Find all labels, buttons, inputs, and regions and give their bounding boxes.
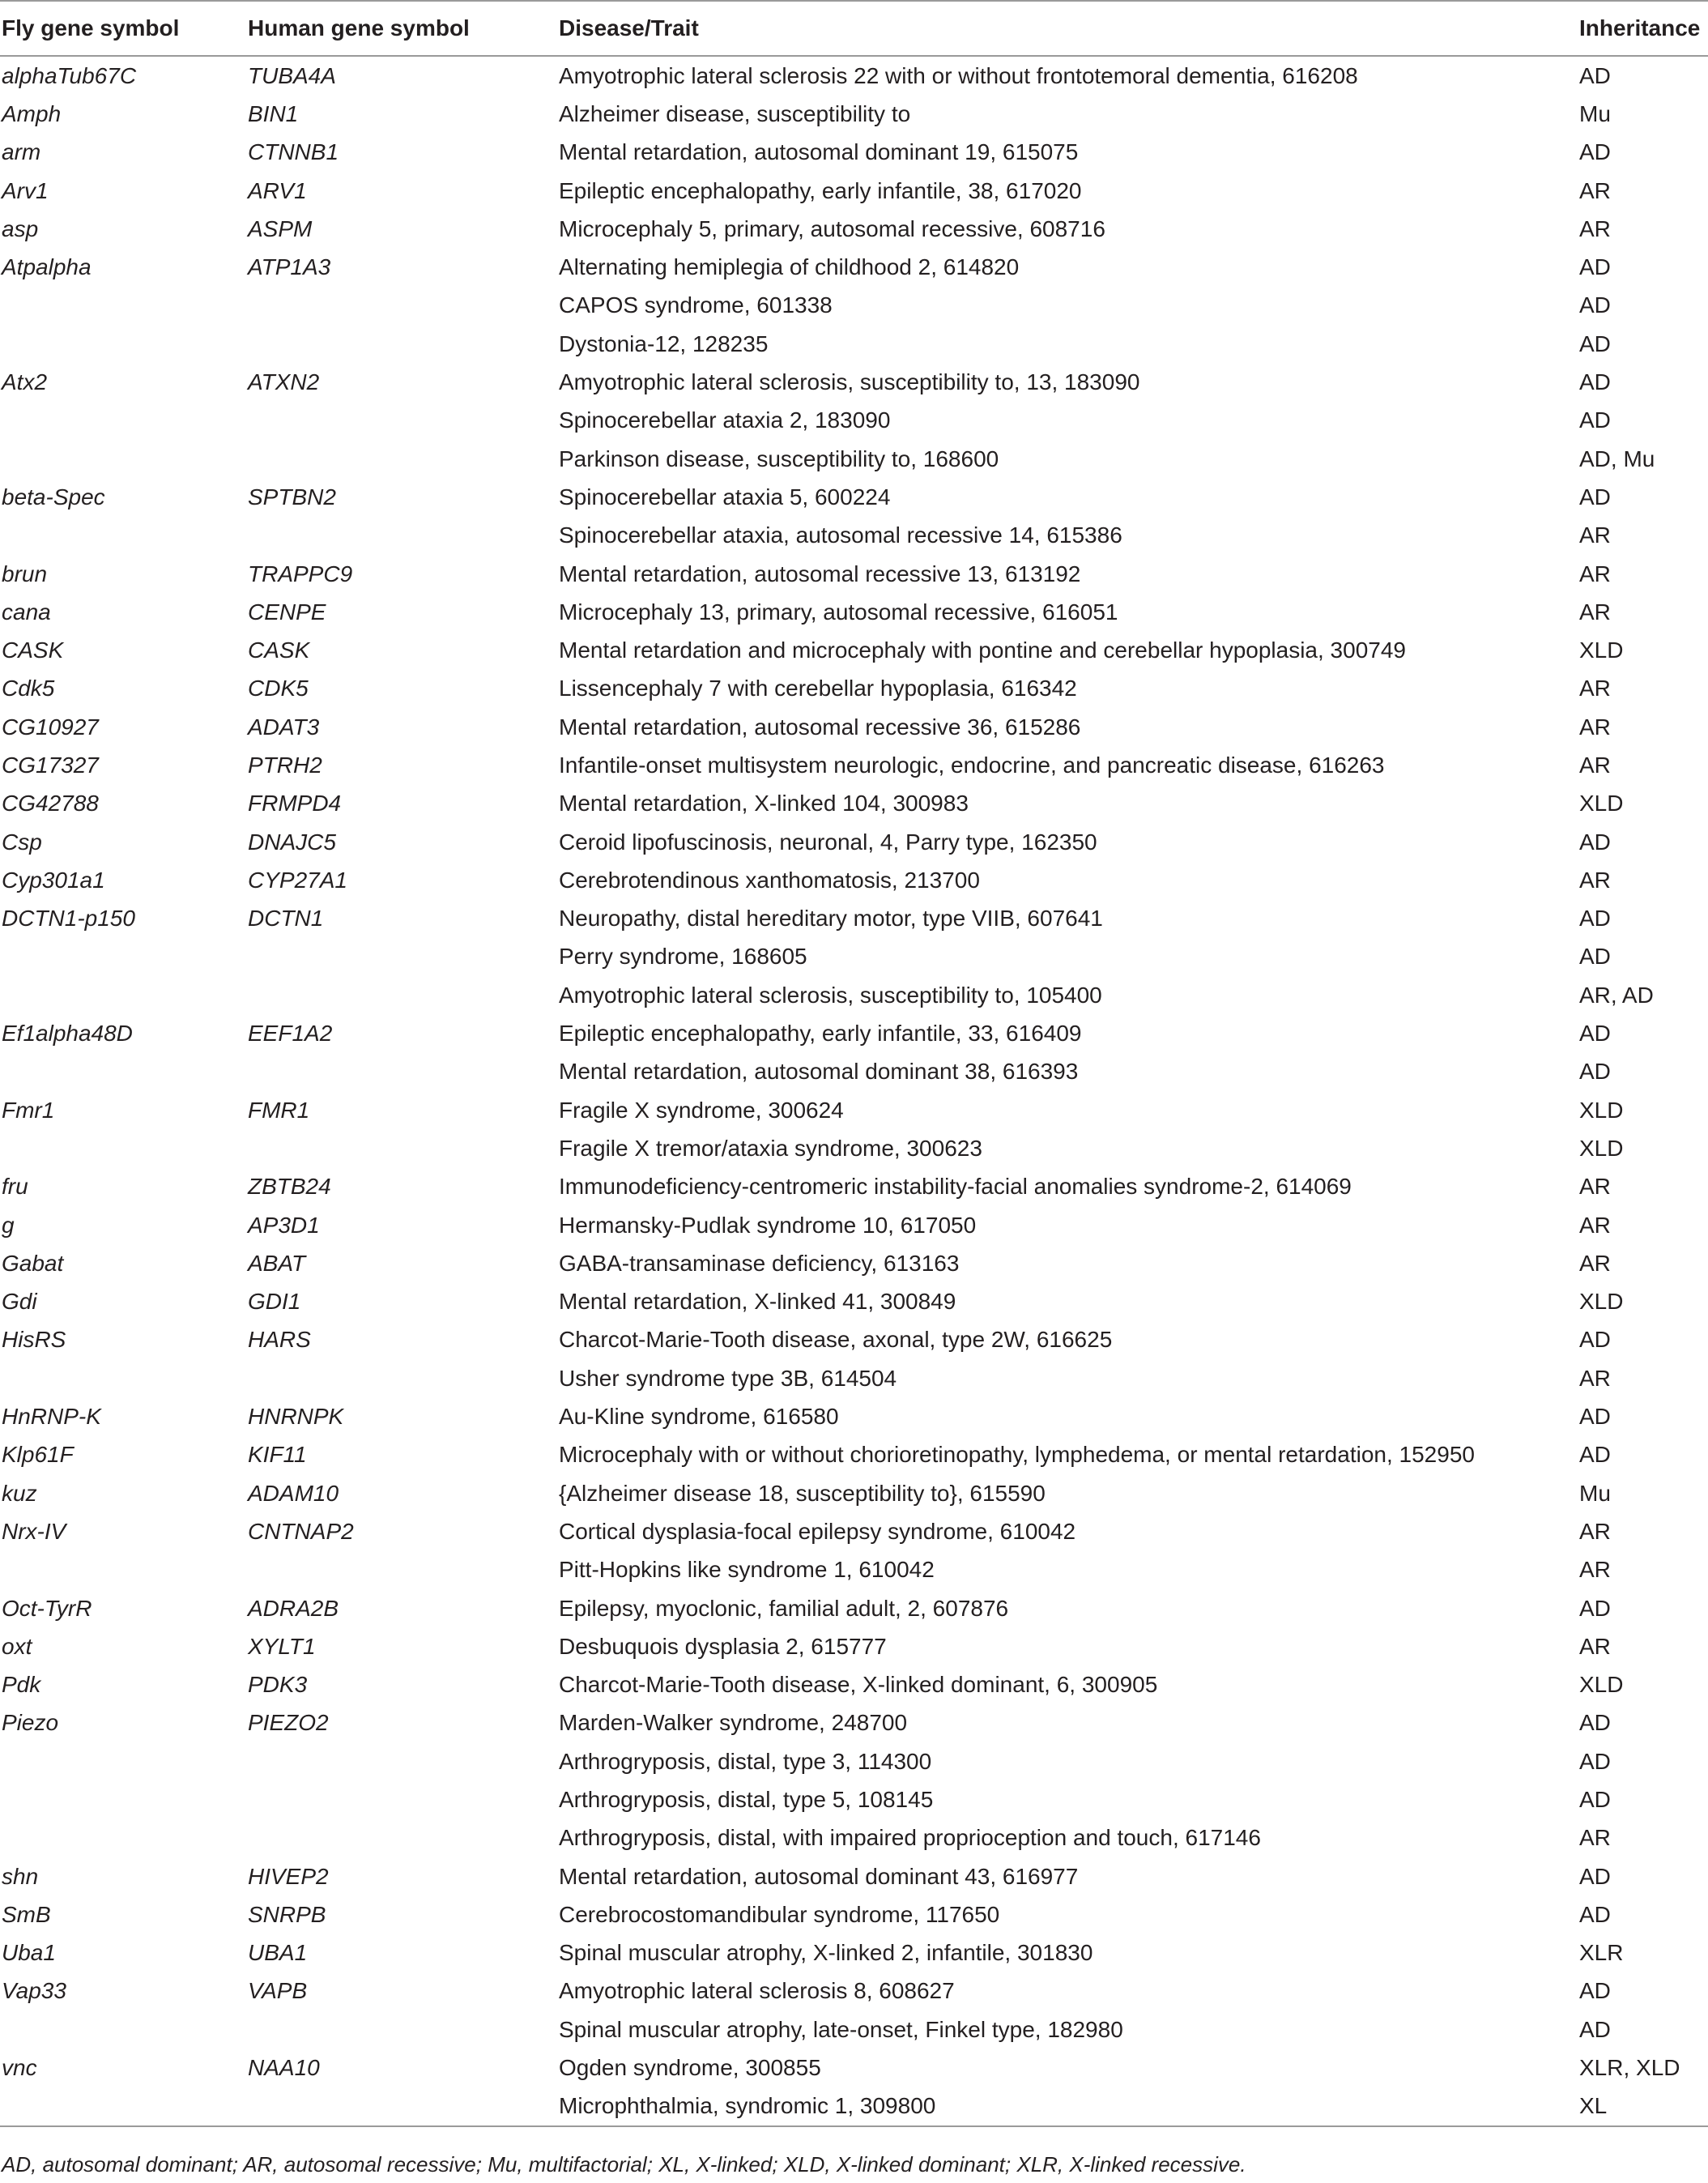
inheritance-cell: AD: [1579, 1059, 1611, 1085]
inheritance-cell: AD: [1579, 139, 1611, 165]
disease-trait-cell: Spinal muscular atrophy, X-linked 2, infantile, 301830: [559, 1940, 1093, 1966]
table-row: [0, 1665, 1708, 1703]
human-gene-cell: KIF11: [248, 1442, 307, 1468]
human-gene-cell: [246, 1742, 557, 1780]
fly-gene-cell: [0, 1819, 246, 1857]
disease-trait-cell: Epilepsy, myoclonic, familial adult, 2, 607876: [559, 1595, 1009, 1621]
inheritance-cell: AR: [1579, 177, 1611, 203]
inheritance-cell: AR: [1579, 1557, 1611, 1583]
human-gene-cell: [246, 325, 557, 363]
inheritance-cell: XLD: [1579, 1672, 1624, 1698]
fly-gene-cell: CASK: [2, 637, 64, 663]
inheritance-cell: XL: [1578, 2087, 1708, 2126]
disease-trait-cell: Perry syndrome, 168605: [559, 944, 807, 970]
table-row: [0, 248, 1708, 286]
disease-trait-cell: Amyotrophic lateral sclerosis 22 with or without frontotemoral dementia, 616208: [559, 62, 1358, 88]
disease-trait-cell: Microphthalmia, syndromic 1, 309800: [557, 2087, 1578, 2126]
fly-gene-cell: [0, 938, 246, 976]
human-gene-cell: [246, 1359, 557, 1397]
disease-trait-cell: Infantile-onset multisystem neurologic, endocrine, and pancreatic disease, 616263: [559, 752, 1385, 778]
disease-trait-cell: Mental retardation, autosomal dominant 19, 615075: [559, 139, 1079, 165]
human-gene-cell: SPTBN2: [248, 484, 336, 510]
inheritance-cell: XLR, XLD: [1579, 2055, 1680, 2081]
fly-gene-cell: Gdi: [2, 1289, 37, 1315]
human-gene-cell: [246, 517, 557, 555]
inheritance-cell: AR: [1579, 752, 1611, 778]
inheritance-cell: AD: [1579, 829, 1611, 855]
fly-gene-cell: CG10927: [2, 714, 99, 740]
fly-gene-cell: Oct-TyrR: [2, 1595, 92, 1621]
disease-trait-cell: Alternating hemiplegia of childhood 2, 614820: [559, 254, 1020, 280]
fly-gene-cell: [0, 2010, 246, 2049]
table-row: [0, 1168, 1708, 1206]
fly-gene-cell: Nrx-IV: [2, 1518, 66, 1544]
inheritance-cell: AR: [1579, 867, 1611, 893]
table-row: [0, 593, 1708, 631]
human-gene-cell: VAPB: [248, 1978, 308, 2004]
table-row: [0, 95, 1708, 133]
disease-trait-cell: Cortical dysplasia-focal epilepsy syndrome, 610042: [559, 1518, 1076, 1544]
human-gene-cell: TRAPPC9: [248, 561, 353, 586]
table-row: [0, 1397, 1708, 1435]
inheritance-cell: AD: [1579, 1404, 1611, 1430]
header-fly-gene: Fly gene symbol: [0, 1, 246, 56]
table-row: [0, 938, 1708, 976]
table-row: [0, 1053, 1708, 1091]
inheritance-cell: AD: [1579, 1021, 1611, 1047]
fly-gene-cell: cana: [2, 599, 51, 625]
table-row: [0, 1742, 1708, 1780]
fly-gene-cell: Arv1: [2, 177, 49, 203]
disease-trait-cell: GABA-transaminase deficiency, 613163: [559, 1250, 960, 1276]
inheritance-cell: XLD: [1579, 791, 1624, 816]
disease-trait-cell: Spinal muscular atrophy, late-onset, Finkel type, 182980: [559, 2016, 1123, 2042]
table-row: [0, 517, 1708, 555]
fly-gene-cell: beta-Spec: [2, 484, 105, 510]
table-row: [0, 555, 1708, 593]
disease-trait-cell: Au-Kline syndrome, 616580: [559, 1404, 839, 1430]
inheritance-cell: AR: [1579, 714, 1611, 740]
disease-trait-cell: Mental retardation, autosomal recessive 36, 615286: [559, 714, 1081, 740]
table-row: [0, 1780, 1708, 1818]
table-row: [0, 1934, 1708, 1972]
inheritance-cell: AR: [1579, 215, 1611, 241]
disease-trait-cell: Spinocerebellar ataxia, autosomal recessive 14, 615386: [559, 522, 1122, 548]
inheritance-cell: XLD: [1579, 637, 1624, 663]
disease-trait-cell: Mental retardation, autosomal recessive 13, 613192: [559, 561, 1081, 586]
table-row: [0, 670, 1708, 708]
inheritance-cell: AD: [1579, 292, 1611, 318]
human-gene-cell: HARS: [248, 1327, 311, 1353]
human-gene-cell: PIEZO2: [248, 1710, 329, 1736]
table-row: [0, 1321, 1708, 1359]
table-row: [0, 1091, 1708, 1129]
table-body: [0, 56, 1708, 2126]
inheritance-cell: AD: [1579, 330, 1611, 356]
fly-gene-cell: [0, 1359, 246, 1397]
disease-trait-cell: Neuropathy, distal hereditary motor, type VIIB, 607641: [559, 906, 1103, 932]
table-row: [0, 785, 1708, 823]
fly-gene-cell: [0, 325, 246, 363]
human-gene-cell: [246, 402, 557, 440]
fly-gene-cell: oxt: [2, 1633, 32, 1659]
human-gene-cell: [246, 1551, 557, 1589]
inheritance-cell: AD: [1579, 407, 1611, 433]
human-gene-cell: HNRNPK: [248, 1404, 344, 1430]
inheritance-cell: AR: [1579, 1518, 1611, 1544]
human-gene-cell: [246, 1780, 557, 1818]
fly-gene-cell: Ef1alpha48D: [2, 1021, 133, 1047]
disease-trait-cell: Mental retardation, autosomal dominant 38, 616393: [559, 1059, 1079, 1085]
disease-trait-cell: Ceroid lipofuscinosis, neuronal, 4, Parry type, 162350: [559, 829, 1097, 855]
table-row: [0, 1704, 1708, 1742]
table-header: [0, 1, 1708, 56]
disease-trait-cell: Microcephaly 13, primary, autosomal recessive, 616051: [559, 599, 1118, 625]
table-row: [0, 1244, 1708, 1282]
inheritance-cell: AD: [1579, 1787, 1611, 1812]
human-gene-cell: CYP27A1: [248, 867, 347, 893]
fly-gene-cell: Amph: [2, 100, 62, 126]
disease-trait-cell: Mental retardation, autosomal dominant 43, 616977: [559, 1863, 1079, 1889]
inheritance-cell: AD: [1579, 369, 1611, 395]
fly-gene-cell: DCTN1-p150: [2, 906, 135, 932]
human-gene-cell: [246, 938, 557, 976]
disease-trait-cell: Arthrogryposis, distal, type 3, 114300: [559, 1748, 932, 1774]
inheritance-cell: XLR: [1579, 1940, 1624, 1966]
fly-gene-cell: Pdk: [2, 1672, 41, 1698]
human-gene-cell: UBA1: [248, 1940, 308, 1966]
fly-gene-cell: CG17327: [2, 752, 99, 778]
disease-trait-cell: Marden-Walker syndrome, 248700: [559, 1710, 908, 1736]
fly-gene-cell: Uba1: [2, 1940, 56, 1966]
table-row: [0, 861, 1708, 899]
disease-trait-cell: Spinocerebellar ataxia 5, 600224: [559, 484, 891, 510]
human-gene-cell: FRMPD4: [248, 791, 342, 816]
inheritance-cell: AR: [1579, 1825, 1611, 1851]
fly-gene-cell: Cdk5: [2, 676, 55, 701]
fly-gene-cell: CG42788: [2, 791, 99, 816]
table-row: [0, 1474, 1708, 1512]
inheritance-cell: AD: [1579, 1595, 1611, 1621]
inheritance-cell: AD: [1579, 1863, 1611, 1889]
inheritance-cell: AD: [1579, 484, 1611, 510]
header-row: [0, 1, 1708, 56]
table-footnote: AD, autosomal dominant; AR, autosomal recessive; Mu, multifactorial; XL, X-linked; XLD, X-linked dominant; XLR, X-linked recessive.: [2, 2152, 1246, 2177]
human-gene-cell: ZBTB24: [248, 1174, 331, 1200]
table-row: [0, 210, 1708, 248]
inheritance-cell: AD: [1579, 2016, 1611, 2042]
inheritance-cell: AR: [1579, 1174, 1611, 1200]
disease-trait-cell: Amyotrophic lateral sclerosis, susceptibility to, 105400: [559, 982, 1102, 1008]
human-gene-cell: EEF1A2: [248, 1021, 333, 1047]
human-gene-cell: PDK3: [248, 1672, 308, 1698]
header-inheritance: Inheritance: [1578, 1, 1708, 56]
table-row: [0, 1129, 1708, 1167]
fly-gene-cell: SmB: [2, 1901, 51, 1927]
disease-trait-cell: Charcot-Marie-Tooth disease, axonal, type 2W, 616625: [559, 1327, 1113, 1353]
human-gene-cell: ADAM10: [248, 1480, 339, 1506]
fly-gene-cell: [0, 287, 246, 325]
table-row: [0, 402, 1708, 440]
table-row: [0, 1627, 1708, 1665]
disease-trait-cell: Immunodeficiency-centromeric instability-facial anomalies syndrome-2, 614069: [559, 1174, 1352, 1200]
fly-gene-cell: [0, 1053, 246, 1091]
disease-trait-cell: Desbuquois dysplasia 2, 615777: [559, 1633, 887, 1659]
disease-trait-cell: Fragile X syndrome, 300624: [559, 1097, 844, 1123]
inheritance-cell: AD: [1579, 906, 1611, 932]
fly-gene-cell: HnRNP-K: [2, 1404, 101, 1430]
disease-trait-cell: CAPOS syndrome, 601338: [559, 292, 833, 318]
disease-trait-cell: Mental retardation, X-linked 104, 300983: [559, 791, 969, 816]
table-row: [0, 900, 1708, 938]
table-row: [0, 363, 1708, 401]
table-row: [0, 56, 1708, 95]
table-row: [0, 1014, 1708, 1052]
human-gene-cell: ATXN2: [248, 369, 320, 395]
human-gene-cell: CTNNB1: [248, 139, 339, 165]
inheritance-cell: AR: [1579, 561, 1611, 586]
inheritance-cell: AD: [1579, 1442, 1611, 1468]
disease-trait-cell: Arthrogryposis, distal, type 5, 108145: [559, 1787, 934, 1812]
disease-trait-cell: Cerebrocostomandibular syndrome, 117650: [559, 1901, 1000, 1927]
human-gene-cell: [246, 2010, 557, 2049]
fly-gene-cell: brun: [2, 561, 48, 586]
human-gene-cell: [246, 287, 557, 325]
human-gene-cell: CDK5: [248, 676, 309, 701]
disease-trait-cell: Lissencephaly 7 with cerebellar hypoplasia, 616342: [559, 676, 1077, 701]
inheritance-cell: AD, Mu: [1579, 446, 1655, 471]
fly-gene-cell: alphaTub67C: [2, 62, 137, 88]
disease-trait-cell: Ogden syndrome, 300855: [559, 2055, 821, 2081]
human-gene-cell: PTRH2: [248, 752, 322, 778]
human-gene-cell: ADAT3: [248, 714, 320, 740]
table-row: [0, 2010, 1708, 2049]
inheritance-cell: AD: [1579, 254, 1611, 280]
inheritance-cell: AR: [1579, 1212, 1611, 1238]
fly-gene-cell: [0, 1551, 246, 1589]
human-gene-cell: [246, 1819, 557, 1857]
fly-gene-cell: kuz: [2, 1480, 37, 1506]
fly-gene-cell: g: [2, 1212, 15, 1238]
table-row: [0, 1589, 1708, 1627]
table-row: [0, 976, 1708, 1014]
fly-gene-cell: Atpalpha: [2, 254, 92, 280]
table-row: [0, 1819, 1708, 1857]
inheritance-cell: XLD: [1579, 1135, 1624, 1161]
human-gene-cell: [246, 1053, 557, 1091]
inheritance-cell: Mu: [1579, 100, 1611, 126]
table-row: [0, 478, 1708, 516]
inheritance-cell: AD: [1579, 1901, 1611, 1927]
table-row: [0, 2087, 1708, 2126]
disease-trait-cell: Charcot-Marie-Tooth disease, X-linked dominant, 6, 300905: [559, 1672, 1158, 1698]
inheritance-cell: AR: [1579, 599, 1611, 625]
fly-gene-cell: [0, 517, 246, 555]
disease-trait-cell: Epileptic encephalopathy, early infantile, 33, 616409: [559, 1021, 1082, 1047]
fly-gene-cell: Atx2: [2, 369, 48, 395]
fly-gene-cell: Klp61F: [2, 1442, 74, 1468]
fly-gene-cell: [0, 2087, 246, 2126]
fly-gene-cell: [0, 1129, 246, 1167]
disease-trait-cell: Microcephaly 5, primary, autosomal recessive, 608716: [559, 215, 1105, 241]
fly-gene-cell: Gabat: [2, 1250, 64, 1276]
inheritance-cell: AD: [1579, 62, 1611, 88]
table-row: [0, 172, 1708, 210]
table-row: [0, 1512, 1708, 1550]
disease-trait-cell: {Alzheimer disease 18, susceptibility to}, 615590: [559, 1480, 1046, 1506]
inheritance-cell: AD: [1579, 1748, 1611, 1774]
inheritance-cell: AD: [1579, 1978, 1611, 2004]
human-gene-cell: GDI1: [248, 1289, 301, 1315]
table-row: [0, 1857, 1708, 1895]
disease-trait-cell: Mental retardation, X-linked 41, 300849: [559, 1289, 956, 1315]
inheritance-cell: AR, AD: [1579, 982, 1654, 1008]
disease-trait-cell: Hermansky-Pudlak syndrome 10, 617050: [559, 1212, 977, 1238]
disease-trait-cell: Amyotrophic lateral sclerosis 8, 608627: [559, 1978, 955, 2004]
table-row: [0, 2049, 1708, 2087]
human-gene-cell: TUBA4A: [248, 62, 336, 88]
human-gene-cell: SNRPB: [248, 1901, 326, 1927]
fly-gene-cell: [0, 440, 246, 478]
table-row: [0, 1359, 1708, 1397]
human-gene-cell: ABAT: [248, 1250, 306, 1276]
human-gene-cell: BIN1: [248, 100, 299, 126]
table-row: [0, 1206, 1708, 1244]
inheritance-cell: AR: [1579, 1250, 1611, 1276]
table-row: [0, 1551, 1708, 1589]
human-gene-cell: CENPE: [248, 599, 326, 625]
table-row: [0, 823, 1708, 861]
table-row: [0, 708, 1708, 746]
table-row: [0, 440, 1708, 478]
inheritance-cell: AD: [1579, 1710, 1611, 1736]
disease-trait-cell: Cerebrotendinous xanthomatosis, 213700: [559, 867, 980, 893]
human-gene-cell: AP3D1: [248, 1212, 320, 1238]
inheritance-cell: XLD: [1579, 1097, 1624, 1123]
inheritance-cell: AR: [1579, 676, 1611, 701]
inheritance-cell: AR: [1579, 1365, 1611, 1391]
human-gene-cell: NAA10: [248, 2055, 320, 2081]
fly-gene-cell: arm: [2, 139, 41, 165]
disease-trait-cell: Epileptic encephalopathy, early infantile, 38, 617020: [559, 177, 1082, 203]
human-gene-cell: HIVEP2: [248, 1863, 329, 1889]
inheritance-cell: AD: [1579, 944, 1611, 970]
fly-gene-cell: shn: [2, 1863, 39, 1889]
human-gene-cell: ATP1A3: [248, 254, 331, 280]
table-row: [0, 746, 1708, 784]
fly-gene-cell: vnc: [2, 2055, 37, 2081]
human-gene-cell: CASK: [248, 637, 310, 663]
table-row: [0, 1972, 1708, 2010]
fly-gene-cell: Piezo: [2, 1710, 59, 1736]
disease-trait-cell: Pitt-Hopkins like syndrome 1, 610042: [559, 1557, 935, 1583]
fly-gene-cell: HisRS: [2, 1327, 66, 1353]
inheritance-cell: XLD: [1579, 1289, 1624, 1315]
human-gene-cell: CNTNAP2: [248, 1518, 354, 1544]
human-gene-cell: [246, 1129, 557, 1167]
disease-trait-cell: Amyotrophic lateral sclerosis, susceptibility to, 13, 183090: [559, 369, 1140, 395]
fly-gene-cell: [0, 1742, 246, 1780]
fly-gene-cell: Fmr1: [2, 1097, 55, 1123]
table-row: [0, 631, 1708, 669]
fly-gene-cell: [0, 402, 246, 440]
fly-gene-cell: Vap33: [2, 1978, 66, 2004]
human-gene-cell: DNAJC5: [248, 829, 336, 855]
fly-gene-cell: Csp: [2, 829, 42, 855]
human-gene-cell: DCTN1: [248, 906, 324, 932]
human-gene-cell: [246, 2087, 557, 2126]
human-gene-cell: [246, 976, 557, 1014]
fly-gene-cell: [0, 976, 246, 1014]
table-row: [0, 1895, 1708, 1934]
disease-trait-cell: Dystonia-12, 128235: [559, 330, 769, 356]
disease-trait-cell: Parkinson disease, susceptibility to, 168600: [559, 446, 999, 471]
header-disease-trait: Disease/Trait: [557, 1, 1578, 56]
disease-trait-cell: Arthrogryposis, distal, with impaired proprioception and touch, 617146: [559, 1825, 1261, 1851]
human-gene-cell: ADRA2B: [248, 1595, 339, 1621]
fly-gene-cell: [0, 1780, 246, 1818]
disease-trait-cell: Microcephaly with or without chorioretinopathy, lymphedema, or mental retardation, 152950: [559, 1442, 1475, 1468]
fly-gene-cell: Cyp301a1: [2, 867, 105, 893]
table-row: [0, 1283, 1708, 1321]
disease-trait-cell: Fragile X tremor/ataxia syndrome, 300623: [559, 1135, 982, 1161]
disease-trait-cell: Spinocerebellar ataxia 2, 183090: [559, 407, 891, 433]
disease-trait-cell: Mental retardation and microcephaly with pontine and cerebellar hypoplasia, 300749: [559, 637, 1406, 663]
inheritance-cell: AD: [1579, 1327, 1611, 1353]
inheritance-cell: AR: [1579, 1633, 1611, 1659]
table-row: [0, 287, 1708, 325]
table-row: [0, 325, 1708, 363]
inheritance-cell: Mu: [1579, 1480, 1611, 1506]
table-row: [0, 1436, 1708, 1474]
human-gene-cell: FMR1: [248, 1097, 310, 1123]
human-gene-cell: ARV1: [248, 177, 307, 203]
disease-trait-cell: Usher syndrome type 3B, 614504: [559, 1365, 897, 1391]
table-row: [0, 134, 1708, 172]
human-gene-cell: XYLT1: [248, 1633, 316, 1659]
disease-trait-cell: Alzheimer disease, susceptibility to: [559, 100, 911, 126]
header-human-gene: Human gene symbol: [246, 1, 557, 56]
fly-gene-cell: fru: [2, 1174, 28, 1200]
inheritance-cell: AR: [1579, 522, 1611, 548]
human-gene-cell: [246, 440, 557, 478]
fly-gene-cell: asp: [2, 215, 39, 241]
human-gene-cell: ASPM: [248, 215, 313, 241]
